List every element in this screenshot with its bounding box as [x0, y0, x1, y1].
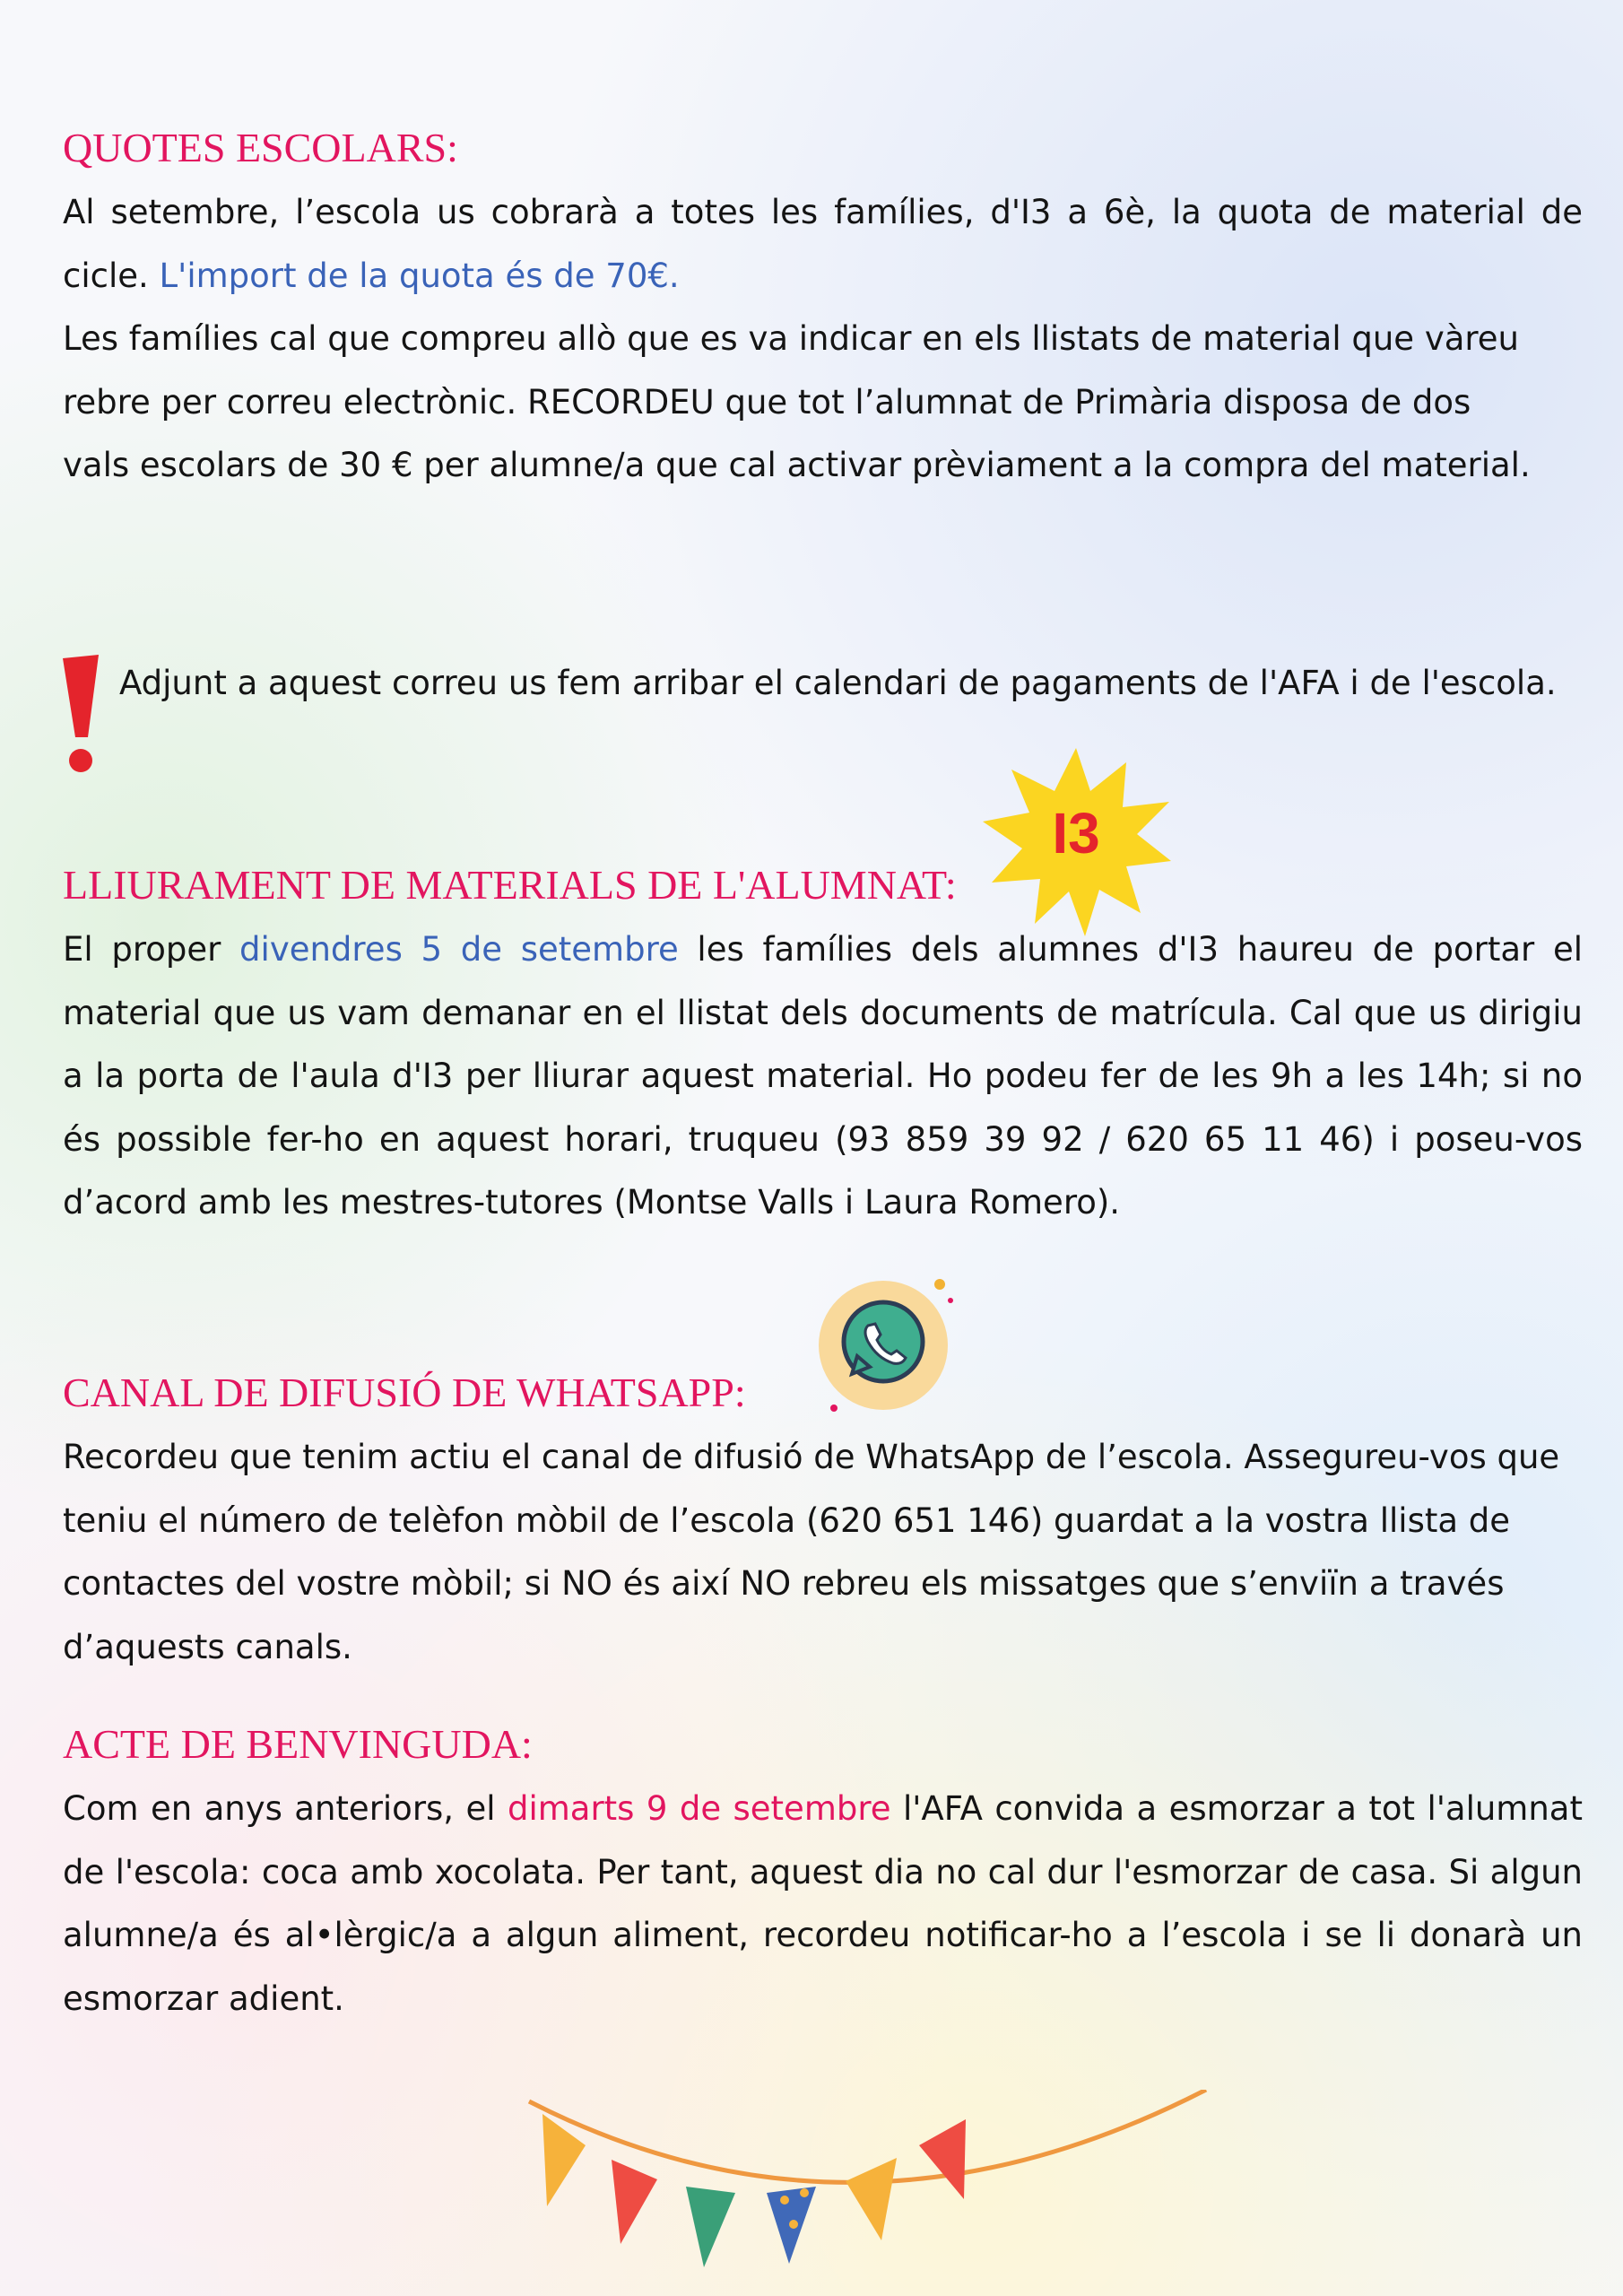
section-whatsapp — [63, 1361, 1583, 1679]
paragraph: Adjunt a aquest correu us fem arribar el calendari de pagaments de l'AFA i de l'escola. — [119, 664, 1557, 702]
highlight-date: dimarts 9 de setembre — [507, 1789, 891, 1828]
section-notice — [119, 652, 1581, 716]
section-quotes — [63, 117, 1583, 498]
section-heading: CANAL DE DIFUSIÓ DE WHATSAPP: — [63, 1370, 746, 1415]
section-heading: ACTE DE BENVINGUDA: — [63, 1721, 533, 1767]
paragraph — [63, 1778, 1583, 2031]
text: Com en anys anteriors, el — [63, 1789, 508, 1828]
text: l'AFA convida a esmorzar a tot l'alumnat de l'escola: coca amb xocolata. Per tant, aquest dia no cal dur l'esmorzar de casa. Si algun alumne/a és al•lèrgic/a a algun aliment, recordeu notificar-ho a l’escola i se li donarà un esmorzar adient. — [63, 1789, 1583, 2018]
section-lliurament — [63, 854, 1583, 1235]
exclamation-icon — [61, 655, 100, 780]
paragraph — [63, 918, 1583, 1235]
section-heading: QUOTES ESCOLARS: — [63, 125, 458, 170]
text: Al setembre, l’escola us cobrarà a totes les famílies, d'I3 a 6è, la quota de material de cicle. — [63, 193, 1583, 295]
highlight-date: divendres 5 de setembre — [239, 930, 679, 969]
highlight-text: L'import de la quota és de 70€. — [159, 256, 680, 295]
paragraph: Recordeu que tenim actiu el canal de difusió de WhatsApp de l’escola. Assegureu-vos que teniu el número de telèfon mòbil de l’escola (620 651 146) guardat a la vostra llista de contactes del vostre mòbil; si NO és així NO rebreu els missatges que s’enviïn a través d’aquests canals. — [63, 1438, 1560, 1666]
text: El proper — [63, 930, 240, 969]
paragraph: Les famílies cal que compreu allò que es va indicar en els llistats de material que vàreu rebre per correu electrònic. RECORDEU que tot l’alumnat de Primària disposa de dos vals escolars de 30 € per alumne/a que cal activar prèviament a la compra del material. — [63, 319, 1531, 484]
bunting-decoration — [516, 2090, 1215, 2291]
section-heading: LLIURAMENT DE MATERIALS DE L'ALUMNAT: — [63, 862, 957, 908]
badge-label: I3 — [1052, 801, 1100, 865]
paragraph — [63, 181, 1583, 308]
text: les famílies dels alumnes d'I3 haureu de portar el material que us vam demanar en el llistat dels documents de matrícula. Cal que us dirigiu a la porta de l'aula d'I3 per lliurar aquest material. Ho podeu fer de les 9h a les 14h; si no és possible fer-ho en aquest horari, truqueu (93 859 39 92 / 620 65 11 46) i poseu-vos d’acord amb les mestres-tutores (Montse Valls i Laura Romero). — [63, 930, 1583, 1222]
section-benvinguda — [63, 1713, 1583, 2031]
